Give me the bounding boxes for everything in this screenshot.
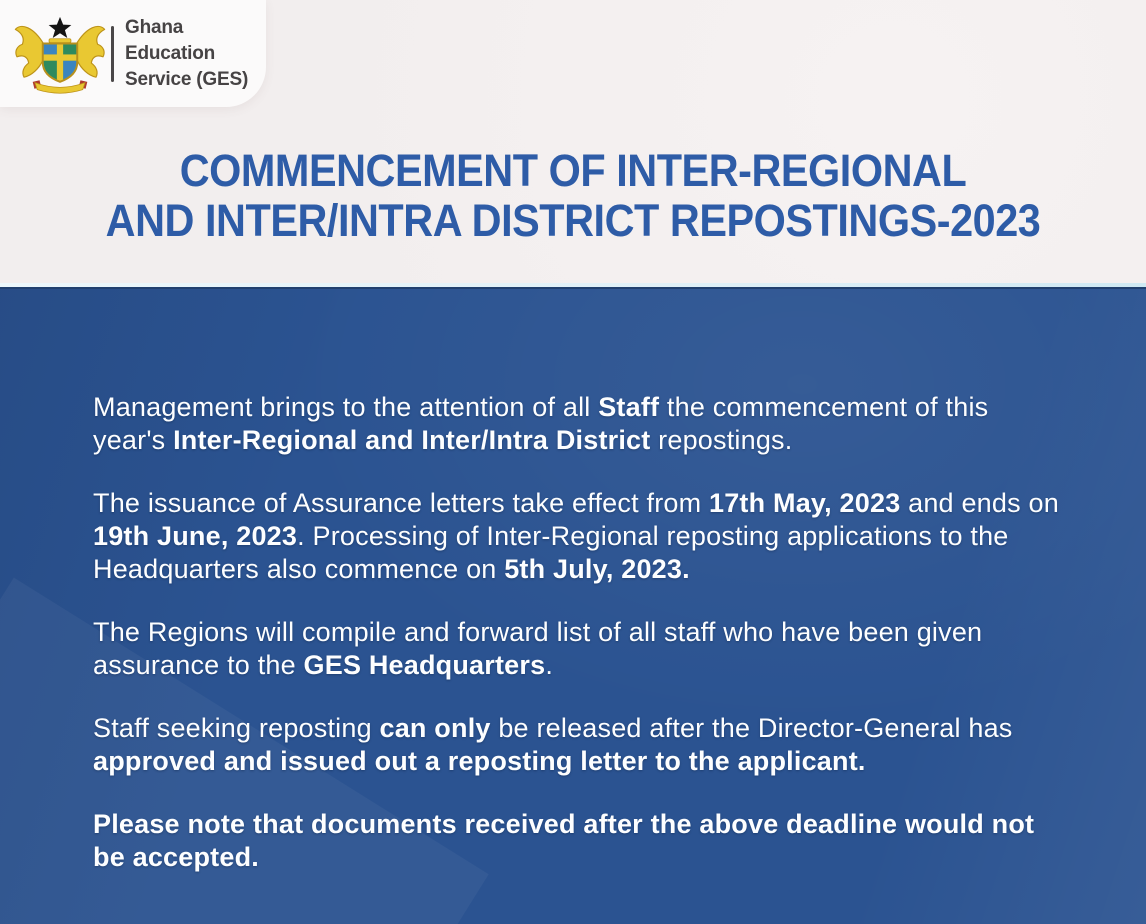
header-section — [0, 0, 1146, 283]
notice-body — [0, 287, 1146, 924]
title-line1: COMMENCEMENT OF INTER-REGIONAL — [179, 145, 967, 196]
notice-paragraph: The Regions will compile and forward list of all staff who have been given assurance to the GES Headquarters. — [93, 617, 983, 680]
notice-paragraph: Staff seeking reposting can only be released after the Director-General has approved and issued out a reposting letter to the applicant. — [93, 713, 1013, 776]
notice-paragraph: Management brings to the attention of all Staff the commencement of this year's Inter-Regional and Inter/Intra District repostings. — [93, 392, 989, 455]
ghana-coat-of-arms-icon — [13, 14, 107, 98]
notice-paragraph: Please note that documents received after the above deadline would not be accepted. — [93, 809, 1035, 872]
logo-divider — [111, 26, 114, 82]
notice-title — [46, 146, 1100, 246]
org-name-line1: Ghana Education — [125, 16, 216, 64]
notice-paragraph: The issuance of Assurance letters take effect from 17th May, 2023 and ends on 19th June, 2023. Processing of Inter-Regional reposting applications to the Headquarters also commence on 5th July, 2023. — [93, 488, 1059, 584]
org-name — [125, 15, 266, 93]
org-name-line2: Service (GES) — [125, 68, 249, 90]
title-line2: AND INTER/INTRA DISTRICT REPOSTINGS-2023 — [105, 195, 1041, 246]
logo-card — [0, 0, 266, 107]
